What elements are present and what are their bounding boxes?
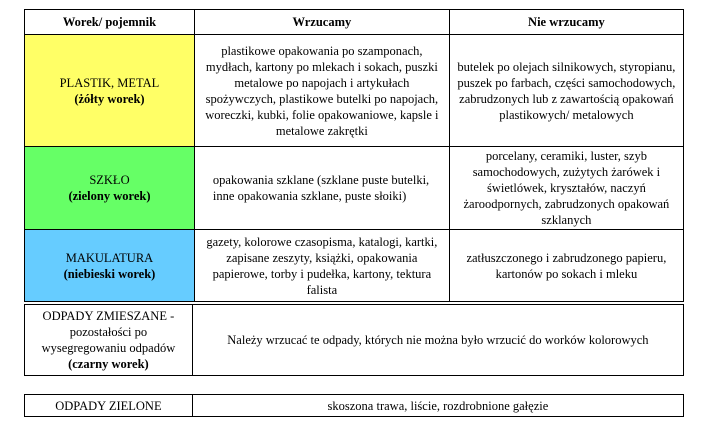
table-row <box>25 147 684 230</box>
bin-description: pozostałości po wysegregowaniu odpadów <box>41 325 176 355</box>
bin-cell-plastic-metal <box>25 35 195 147</box>
reject-cell: zatłuszczonego i zabrudzonego papieru, kartonów po sokach i mleku <box>449 230 683 302</box>
bin-cell-green: ODPADY ZIELONE <box>25 395 193 417</box>
accept-cell: gazety, kolorowe czasopisma, katalogi, kartki, zapisane zeszyty, książki, opakowania papierowe, torby i pudełka, kartony, tektura falista <box>194 230 449 302</box>
mixed-waste-table <box>24 304 684 376</box>
bin-cell-glass <box>25 147 195 230</box>
accept-cell: plastikowe opakowania po szamponach, mydłach, kartony po mlekach i sokach, puszki metalowe po napojach i artykułach spożywczych, plastikowe butelki po napojach, woreczki, kubki, folie opakowaniowe, kapsle i metalowe zakrętki <box>194 35 449 147</box>
reject-cell: porcelany, ceramiki, luster, szyb samochodowych, zużytych żarówek i świetlówek, kryształów, naczyń żaroodpornych, zabrudzonych opakowań szklanych <box>449 147 683 230</box>
header-bin: Worek/ pojemnik <box>25 10 195 35</box>
bin-title: MAKULATURA <box>65 250 154 265</box>
table-row <box>25 395 684 417</box>
bin-color-label: (żółty worek) <box>74 91 145 106</box>
table-row <box>25 35 684 147</box>
header-accept: Wrzucamy <box>194 10 449 35</box>
bin-cell-paper <box>25 230 195 302</box>
mixed-instructions: Należy wrzucać te odpady, których nie można było wrzucić do worków kolorowych <box>192 305 683 376</box>
bin-title: PLASTIK, METAL <box>59 75 160 90</box>
bin-title: SZKŁO <box>89 173 130 187</box>
table-row <box>25 230 684 302</box>
accept-cell: opakowania szklane (szklane puste butelki, inne opakowania szklane, puste słoiki) <box>194 147 449 230</box>
table-header-row <box>25 10 684 35</box>
green-items: skoszona trawa, liście, rozdrobnione gałęzie <box>192 395 683 417</box>
waste-sorting-table <box>24 9 684 302</box>
bin-title: ODPADY ZMIESZANE - <box>42 309 175 323</box>
bin-color-label: (niebieski worek) <box>63 266 156 281</box>
green-waste-table <box>24 394 684 417</box>
header-reject: Nie wrzucamy <box>449 10 683 35</box>
bin-cell-mixed <box>25 305 193 376</box>
table-row <box>25 305 684 376</box>
bin-color-label: (czarny worek) <box>68 357 149 371</box>
bin-color-label: (zielony worek) <box>68 189 151 203</box>
reject-cell: butelek po olejach silnikowych, styropianu, puszek po farbach, części samochodowych, zabrudzonych lub z zawartością opakowań plastikowych/ metalowych <box>449 35 683 147</box>
